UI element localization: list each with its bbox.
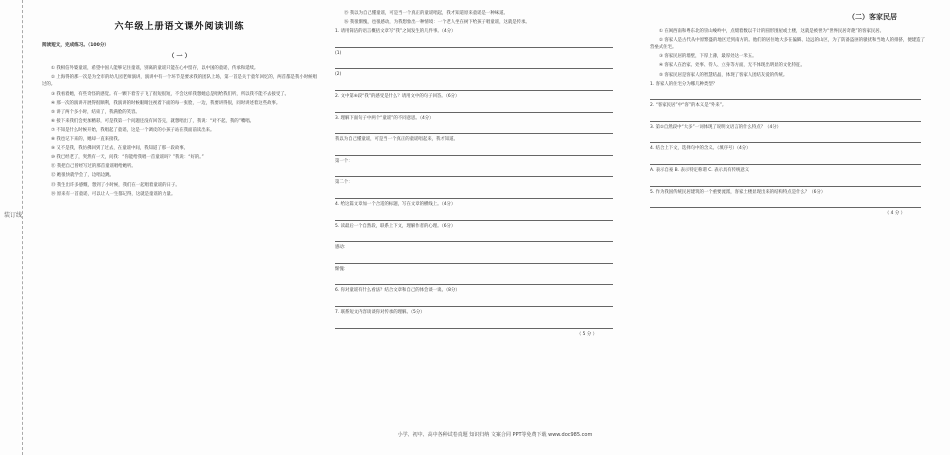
answer-line[interactable] <box>650 176 921 187</box>
question: 2. 文中第⑥段“我”的感受是什么？请用文中的句子回答。（6分） <box>335 93 460 99</box>
paragraph: ⑫ 她很快就学会了，边唱边跳。 <box>51 173 114 179</box>
question: 4. 结合上下文，选择句中的含义。（填序号）（4分） <box>650 146 751 152</box>
answer-line[interactable] <box>335 37 613 48</box>
section-one-heading: （ 一 ） <box>168 53 191 61</box>
answer-line[interactable] <box>335 296 613 307</box>
paragraph: ⑨ 又不是我，我仿佛回到了过去，在童谣中间，我知道了那一段故事。 <box>51 146 189 152</box>
column-middle <box>335 10 617 420</box>
question: 7. 联系短文内容谈谈你对传承的理解。（5分） <box>335 309 425 315</box>
paragraph: ⑬ 我生出许多感慨，想到了小时候，我们在一起唱着童谣的日子。 <box>51 182 180 188</box>
answer-line[interactable] <box>335 80 613 91</box>
paragraph: ③ 客家民居的墙壁，下厚上薄，最厚处达一米五。 <box>659 54 757 60</box>
answer-line[interactable] <box>650 154 921 165</box>
question: (1) <box>335 50 342 56</box>
question-list-two <box>650 81 925 209</box>
question: A. 表示自豪 B. 表示特定称谓 C. 表示具有传统意义 <box>650 168 750 174</box>
question: 5. 读最后一个自然段，联系上下文，理解作者的心理。（6分） <box>335 223 456 229</box>
paragraph: ⑦ 不知是什么时候开始，我唱起了童谣，这是一个调皮的小孩子站在我面前读出来。 <box>51 127 215 133</box>
question: 4. 给这篇文章加一个合适的标题，写在文章的横线上。（4分） <box>335 201 456 207</box>
answer-line[interactable] <box>335 253 613 264</box>
paragraph: ⑩ 我已经老了，突然有一天，问我：“你能给我唱一首童谣吗？”我说：“好的。” <box>51 155 204 161</box>
answer-line[interactable] <box>650 132 921 143</box>
answer-line[interactable] <box>335 102 613 113</box>
paragraph: ⑪ 我把自己曾经写过的那首童谣唱给她听。 <box>51 164 136 170</box>
binding-line <box>22 0 23 455</box>
paragraph: ⑤ 讲了两个多小时，结束了，我满脸的笑容。 <box>51 109 140 115</box>
question: 感动： <box>335 245 349 251</box>
question: 第一个： <box>335 158 353 164</box>
answer-line[interactable] <box>335 274 613 285</box>
question: 2. “客家民居”中“客”的本义是“外来”。 <box>650 103 727 109</box>
paragraph: ③ 我看着她，有些奇怪的感觉。有一颗下着雪子飞了很短很短，不会这样我想她总是唱给我们听，所以我不能不去接受了。 <box>51 91 290 97</box>
question: 6. 你对童谣有什么看法？结合文章和自己的体会谈一谈。（8分） <box>335 288 460 294</box>
question: 惭愧： <box>335 266 349 272</box>
margin-label: 装订线 <box>4 212 23 219</box>
passage-two <box>650 28 925 80</box>
passage-one <box>42 65 317 198</box>
answer-line[interactable] <box>335 58 613 69</box>
question: 3. 理解下面句子中两个“童谣”的不同意思。（4分） <box>335 115 434 121</box>
footer-text: 小学、初中、高中各种试卷真题 知识归纳 文案合同 PPT等免费下载 www.doc985.com <box>397 432 593 438</box>
paragraph: ④ 那一次的演讲开展得很顺利，我演讲的时候眼睛注视着下面的每一张脸，一边，我要讲得很，同时讲述着这些故事。 <box>51 100 281 106</box>
question: 5. 作为我国传统民居建筑的一个重要流派，客家土楼显现出来的结构特点是什么？（6分） <box>650 189 826 195</box>
answer-line[interactable] <box>335 231 613 242</box>
question-list-one <box>335 28 617 328</box>
page-title: 六年级上册语文课外阅读训练 <box>114 22 245 32</box>
score-label-two: （ 4 分 ） <box>884 211 905 217</box>
answer-line[interactable] <box>335 145 613 156</box>
answer-line[interactable] <box>335 123 613 134</box>
paragraph: ⑧ 我也记下来的，她却一直来接我。 <box>51 137 123 143</box>
answer-line[interactable] <box>650 89 921 100</box>
paragraph: ② 客家人是古代从中原繁盛的地区迁到南方的。他们的居住地大多在偏僻、边远的山区，为了防备盗匪的骚扰和当地人的排挤，便建造了营垒式住宅。 <box>650 37 925 51</box>
answer-line[interactable] <box>335 318 613 329</box>
paragraph: ② 上海得的那一次是为全市的幼儿园老师演讲，演讲中有一个环节是要求我的团队上场，第一首是关于童年回忆的，两首都是我小时候唱过的。 <box>42 74 317 88</box>
question: 3. 第②自然段中“大多”一词体现了说明文语言的什么特点？（4分） <box>650 124 782 130</box>
answer-line[interactable] <box>650 197 921 208</box>
question: 第二个： <box>335 180 353 186</box>
paragraph: ④ 客家人在治家、处事、待人、立身等方面，无不体现出明显的文化特征。 <box>659 63 805 69</box>
section-two-heading: （二）客家民居 <box>848 13 897 21</box>
passage-one-continued <box>335 10 617 27</box>
question: (2) <box>335 72 342 78</box>
paragraph: ⑯ 我很惭愧，也很感动，为我想象出一种情境：一个老人坐在树下给孩子唱童谣，这就是传承。 <box>344 20 530 26</box>
question: 1. 客家人的住宅分为哪几种类型？ <box>650 81 718 87</box>
answer-line[interactable] <box>335 188 613 199</box>
question: 我以为自己懂童谣，可是当一个真正的童谣唱起来，我才知道。 <box>335 137 458 143</box>
score-label: （ 5 分 ） <box>576 331 597 337</box>
paragraph: ⑮ 我以为自己懂童谣，可是当一个真正的童谣唱起，我才知道原来童谣是一种味道。 <box>344 11 508 16</box>
answer-line[interactable] <box>650 111 921 122</box>
paragraph: ① 在闽西南和粤东北的崇山峻岭中，点缀着数以千计的圆形围屋或土楼，这就是被誉为“世界民居奇葩”的客家民居。 <box>659 28 885 34</box>
question: 1. 请用简洁的语言概括文章写“我”之间发生的几件事。（4分） <box>335 29 456 35</box>
column-left <box>42 10 317 420</box>
paragraph: ① 我相信外婆童谣，希望中国人能够记住童谣，别离的童谣只能在心中留存，以中国的童谣，传承和延续。 <box>51 65 259 71</box>
instruction: 阅读短文，完成练习。（100分） <box>42 42 110 48</box>
answer-line[interactable] <box>335 166 613 177</box>
answer-line[interactable] <box>335 210 613 221</box>
paragraph: ⑤ 客家民居是客家人的智慧结晶，体现了客家人团结友爱的传统。 <box>659 72 788 78</box>
paragraph: ⑭ 原来有一首童谣，可以让人一生都记得，这就是童谣的力量。 <box>51 191 176 197</box>
paragraph: ⑥ 接下来我们会更加精彩，可是我第一个问题还没有回答完，就想唱出了，我说：“对不起，我的”嘴唱。 <box>51 118 255 124</box>
column-right <box>650 10 925 420</box>
